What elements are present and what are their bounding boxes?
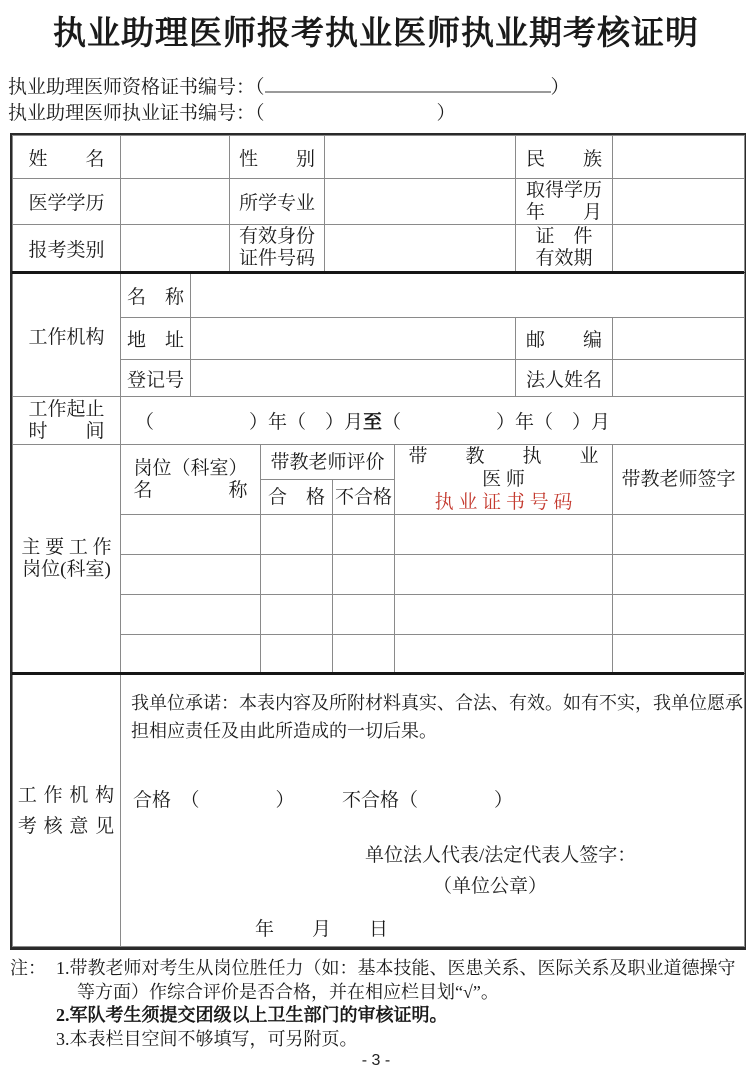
teacher-cert-number-header: 带 教 执 业 医 师 执 业 证 书 号 码 xyxy=(395,445,613,515)
exam-type-value-cell xyxy=(121,225,230,272)
fail-cell xyxy=(333,635,395,673)
work-period-label: 工作起止 时 间 xyxy=(13,397,121,445)
section-divider xyxy=(12,271,744,274)
post-name-cell xyxy=(121,555,261,595)
sign-cell xyxy=(613,635,745,673)
ethnicity-label: 民 族 xyxy=(516,136,613,179)
work-period-value: （ ）年（ ）月至（ ）年（ ）月 xyxy=(121,397,745,445)
education-date-value-cell xyxy=(613,179,745,225)
post-row-1 xyxy=(13,515,745,555)
zhi-character: 至 xyxy=(363,412,383,433)
cert-number-cell xyxy=(395,555,613,595)
note-item-1: 1.带教老师对考生从岗位胜任力（如：基本技能、医患关系、医际关系及职业道德操守等方面）作综合评价是否合格，并在相应栏目划“√”。 xyxy=(56,958,736,1002)
sign-cell xyxy=(613,555,745,595)
major-value-cell xyxy=(325,179,516,225)
fail-cell xyxy=(333,515,395,555)
date-line: 年 月 日 xyxy=(255,919,389,940)
gender-value-cell xyxy=(325,136,516,179)
work-org-table xyxy=(12,273,745,445)
teacher-eval-header: 带教老师评价 xyxy=(261,445,395,480)
practice-certificate-close-paren: ） xyxy=(436,103,456,124)
qualification-certificate-line xyxy=(8,74,752,101)
id-number-label: 有效身份 证件号码 xyxy=(230,225,325,272)
legal-representative-sign-line: 单位法人代表/法定代表人签字： xyxy=(365,845,637,866)
certificate-number-lines xyxy=(8,74,752,127)
ethnicity-value-cell xyxy=(613,136,745,179)
page-number: - 3 - xyxy=(361,1052,391,1069)
note-item-2: 2.军队考生须提交团级以上卫生部门的审核证明。 xyxy=(56,1005,448,1025)
post-name-header: 岗位（科室） 名 称 xyxy=(121,445,261,515)
id-validity-value-cell xyxy=(613,225,745,272)
cert-number-cell xyxy=(395,515,613,555)
fail-header: 不合格 xyxy=(333,480,395,515)
assessment-form-table xyxy=(10,133,746,950)
org-regno-label: 登记号 xyxy=(121,360,191,397)
work-org-label: 工作机构 xyxy=(13,274,121,397)
main-posts-label: 主 要 工 作 岗位(科室) xyxy=(13,445,121,673)
fail-cell xyxy=(333,595,395,635)
cert-number-red-text: 执 业 证 书 号 码 xyxy=(434,492,573,513)
cert-number-cell xyxy=(395,635,613,673)
org-legal-name-value-cell xyxy=(613,360,745,397)
org-seal-line: （单位公章） xyxy=(433,876,548,897)
section-divider xyxy=(12,672,744,675)
pass-cell xyxy=(261,555,333,595)
page-title: 执业助理医师报考执业医师执业期考核证明 xyxy=(53,16,699,52)
practice-certificate-blank xyxy=(265,109,437,119)
post-name-cell xyxy=(121,595,261,635)
post-name-cell xyxy=(121,515,261,555)
notes-section xyxy=(10,957,746,1051)
education-value-cell xyxy=(121,179,230,225)
name-value-cell xyxy=(121,136,230,179)
org-promise-text: 我单位承诺：本表内容及所附材料真实、合法、有效。如有不实，我单位愿承担相应责任及由此所造成的一切后果。 xyxy=(131,693,743,741)
id-number-value-cell xyxy=(325,225,516,272)
education-label: 医学学历 xyxy=(13,179,121,225)
pass-cell xyxy=(261,635,333,673)
note-item-3: 3.本表栏目空间不够填写，可另附页。 xyxy=(56,1028,358,1049)
pass-cell xyxy=(261,595,333,635)
org-assessment-content xyxy=(121,675,745,947)
notes-prefix: 注： xyxy=(10,958,46,978)
post-row-2 xyxy=(13,555,745,595)
qualification-certificate-blank xyxy=(265,74,551,93)
org-address-label: 地 址 xyxy=(121,318,191,360)
org-name-value-cell xyxy=(191,274,745,318)
education-date-label: 取得学历 年 月 xyxy=(516,179,613,225)
name-label: 姓 名 xyxy=(13,136,121,179)
org-regno-value-cell xyxy=(191,360,516,397)
basic-info-table xyxy=(12,135,745,272)
pass-fail-line: 合格 （ ） 不合格（ ） xyxy=(133,790,514,811)
post-row-4 xyxy=(13,635,745,673)
major-label: 所学专业 xyxy=(230,179,325,225)
org-postcode-value-cell xyxy=(613,318,745,360)
cert-number-cell xyxy=(395,595,613,635)
exam-type-label: 报考类别 xyxy=(13,225,121,272)
qualification-certificate-label: 执业助理医师资格证书编号：（ xyxy=(8,77,265,98)
teacher-sign-header: 带教老师签字 xyxy=(613,445,745,515)
org-address-value-cell xyxy=(191,318,516,360)
main-posts-table xyxy=(12,444,745,673)
sign-cell xyxy=(613,515,745,555)
org-name-label: 名 称 xyxy=(121,274,191,318)
org-legal-name-label: 法人姓名 xyxy=(516,360,613,397)
post-row-3 xyxy=(13,595,745,635)
post-name-cell xyxy=(121,635,261,673)
qualification-certificate-close-paren: ） xyxy=(550,77,570,98)
notes-list xyxy=(56,957,746,1051)
org-postcode-label: 邮 编 xyxy=(516,318,613,360)
id-validity-label: 证 件 有效期 xyxy=(516,225,613,272)
practice-certificate-line xyxy=(8,101,752,127)
pass-header: 合 格 xyxy=(261,480,333,515)
org-assessment-table xyxy=(12,674,745,947)
gender-label: 性 别 xyxy=(230,136,325,179)
fail-cell xyxy=(333,555,395,595)
sign-cell xyxy=(613,595,745,635)
org-assessment-label: 工 作 机 构 考 核 意 见 xyxy=(13,675,121,947)
pass-cell xyxy=(261,515,333,555)
practice-certificate-label: 执业助理医师执业证书编号：（ xyxy=(8,103,265,124)
